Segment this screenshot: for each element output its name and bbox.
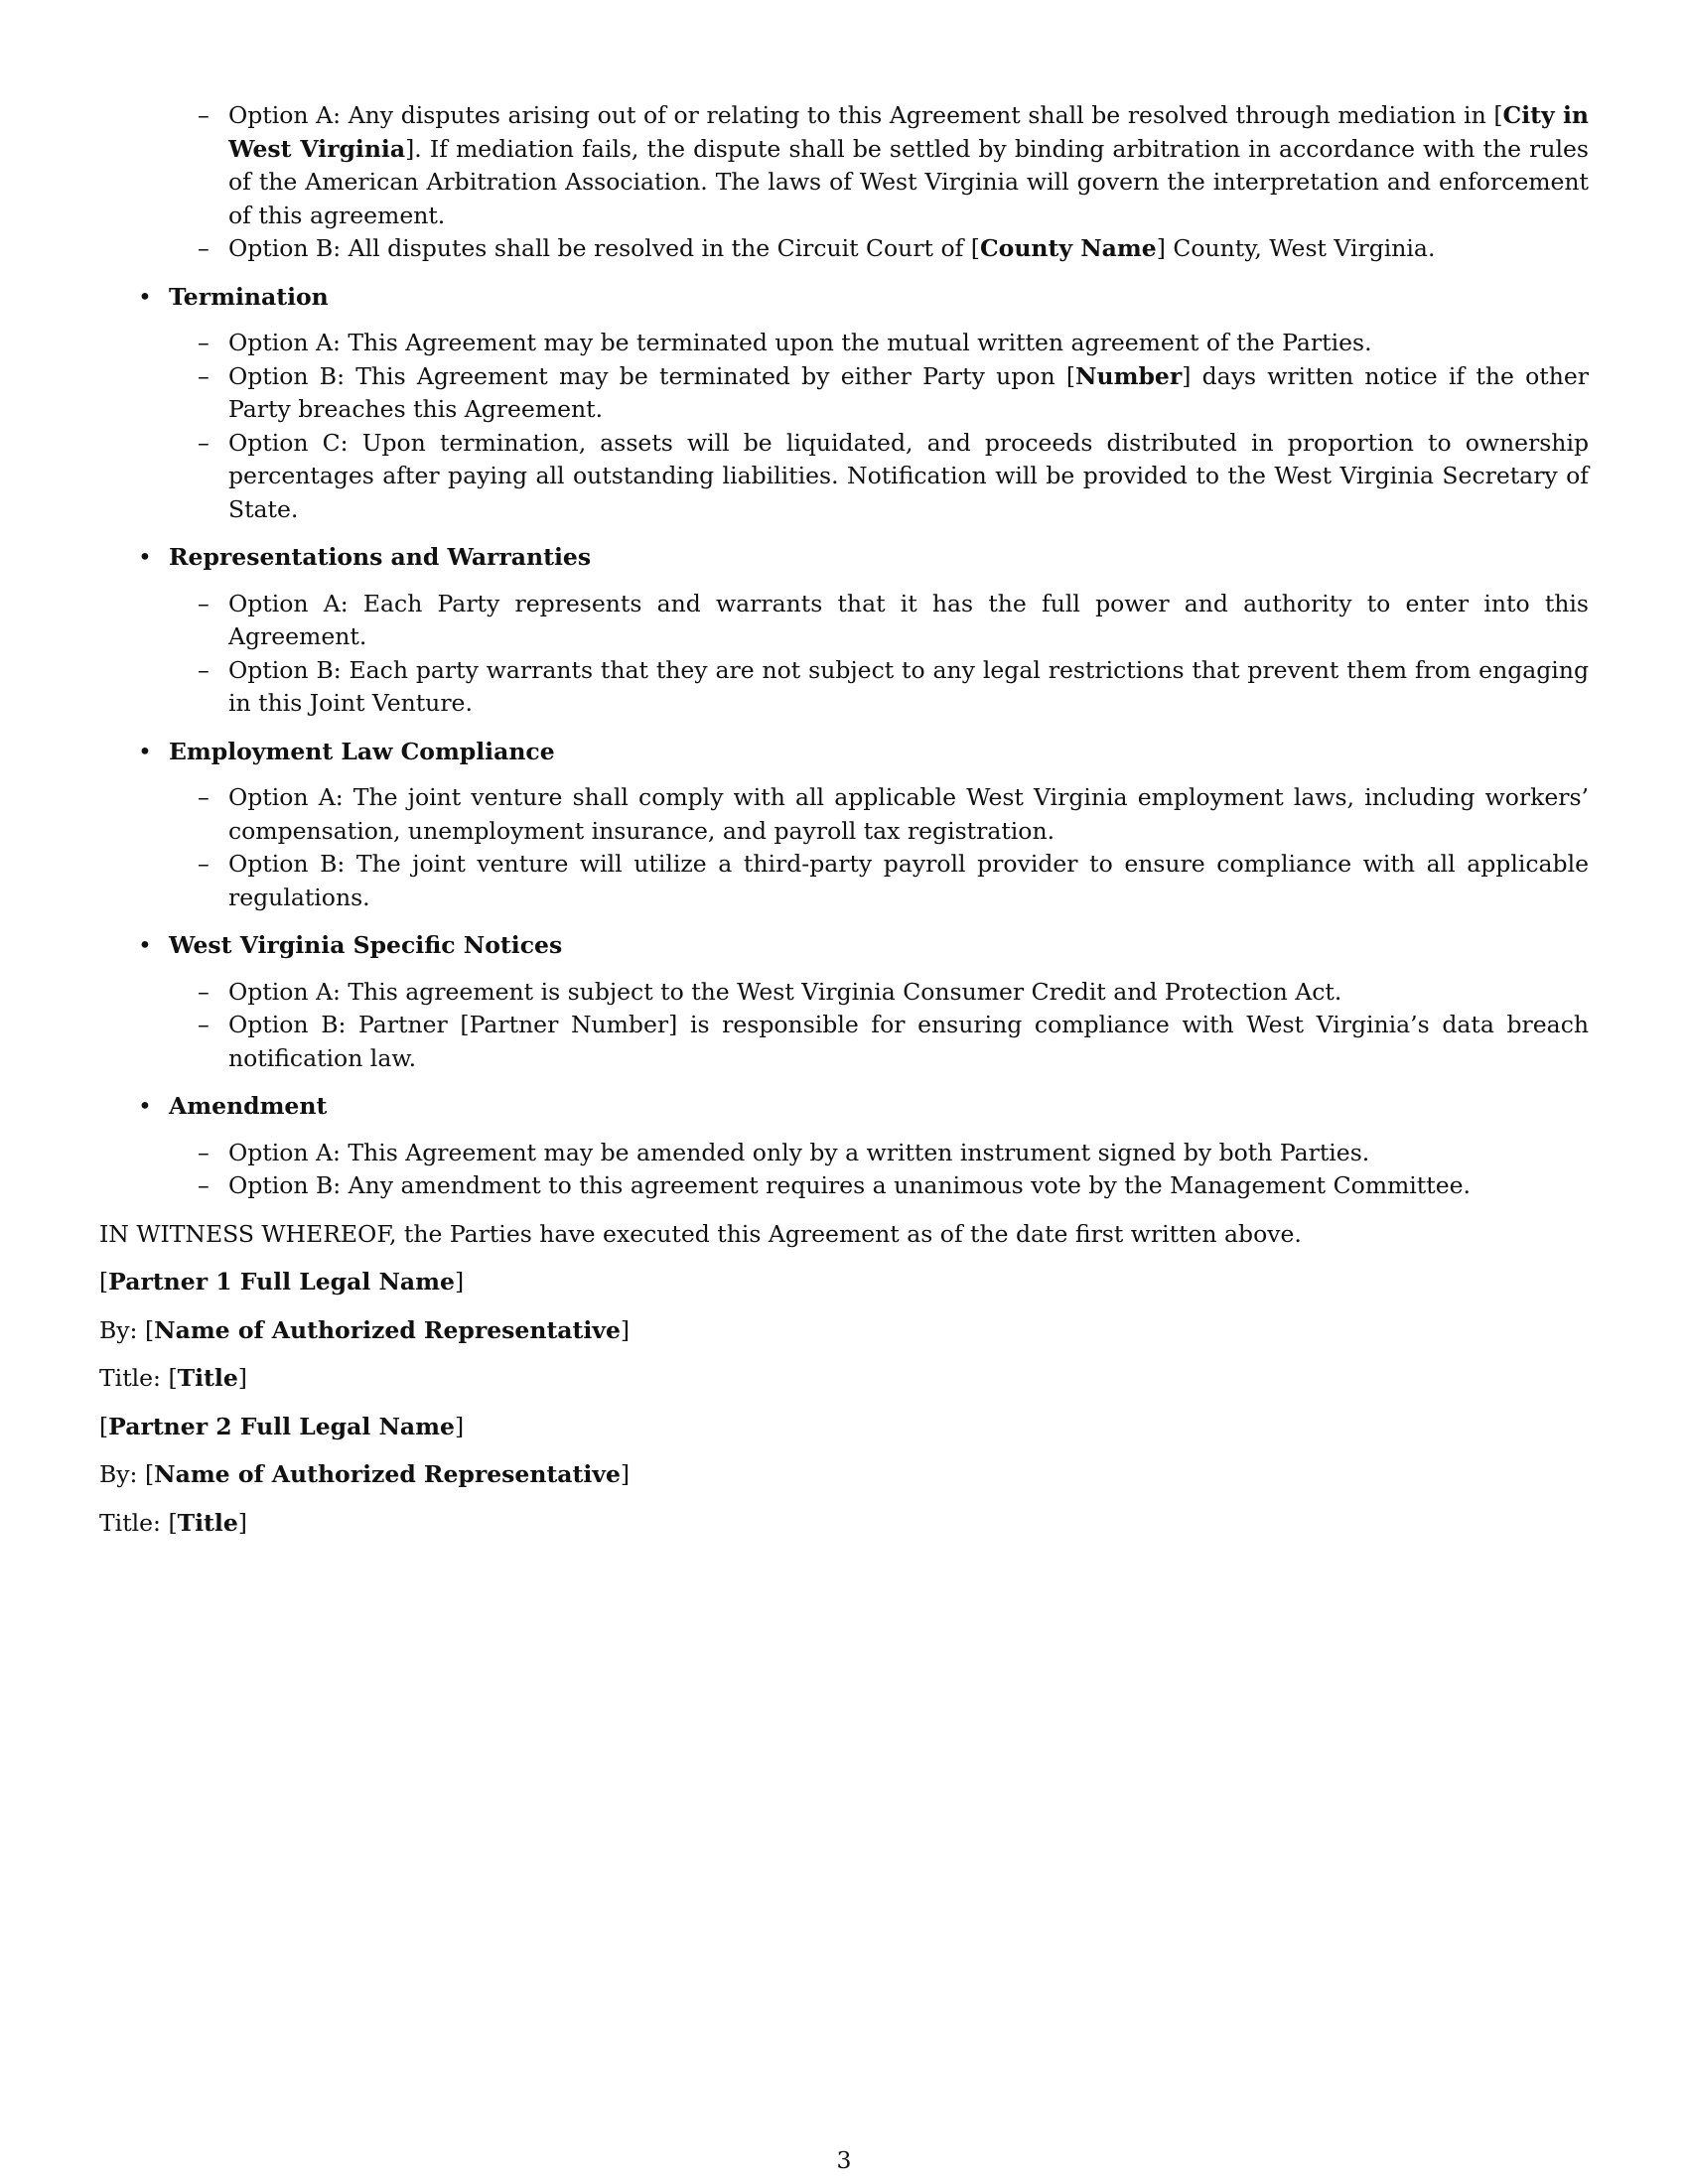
- dash-bullet: –: [198, 977, 210, 1006]
- representations-option-a: – Option A: Each Party represents and warrants that it has the full power and authority to enter into this Agreement.: [198, 589, 1589, 650]
- dash-bullet: –: [198, 329, 210, 356]
- termination-option-a: – Option A: This Agreement may be terminated upon the mutual written agreement of the Parties.: [99, 327, 1589, 360]
- section-heading-representations: • Representations and Warranties: [99, 541, 1589, 575]
- bullet-dot: •: [138, 282, 152, 311]
- notices-option-a: – Option A: This agreement is subject to the West Virginia Consumer Credit and Protection Act.: [99, 976, 1589, 1010]
- partner-2-name-line: [Partner 2 Full Legal Name]: [99, 1412, 465, 1440]
- section-heading-employment: • Employment Law Compliance: [99, 736, 1589, 769]
- partner-2-by-line: By: [Name of Authorized Representative]: [99, 1460, 631, 1488]
- partner-2-title-line: Title: [Title]: [99, 1508, 247, 1537]
- dispute-option-b: – Option B: All disputes shall be resolved in the Circuit Court of [County Name] County, West Virginia.: [99, 232, 1589, 266]
- representations-option-b: – Option B: Each party warrants that they are not subject to any legal restrictions that prevent them from engaging in this Joint Venture.: [198, 655, 1589, 717]
- partner-1-name-line: [Partner 1 Full Legal Name]: [99, 1268, 465, 1296]
- section-heading-notices: • West Virginia Specific Notices: [99, 929, 1589, 963]
- notices-option-b: – Option B: Partner [Partner Number] is responsible for ensuring compliance with West Virginia’s data breach notification law.: [198, 1011, 1589, 1072]
- document-page: [99, 99, 1589, 1540]
- bullet-dot: •: [138, 737, 152, 765]
- dash-bullet: –: [198, 1138, 210, 1166]
- amendment-option-a: – Option A: This Agreement may be amended only by a written instrument signed by both Parties.: [99, 1137, 1589, 1170]
- bullet-dot: •: [138, 931, 152, 959]
- section-heading-amendment: • Amendment: [99, 1090, 1589, 1124]
- termination-option-c: – Option C: Upon termination, assets will be liquidated, and proceeds distributed in proportion to ownership percentages after paying all outstanding liabilities. Notification will be provided to the West Virginia Secretary of State.: [198, 428, 1589, 523]
- dash-bullet: –: [198, 234, 210, 262]
- termination-option-b: – Option B: This Agreement may be terminated by either Party upon [Number] days written notice if the other Party breaches this Agreement.: [198, 361, 1589, 423]
- dash-bullet: –: [198, 1011, 210, 1038]
- dash-bullet: –: [198, 361, 210, 390]
- amendment-option-b: – Option B: Any amendment to this agreement requires a unanimous vote by the Management Committee.: [99, 1169, 1589, 1203]
- page-number: 3: [836, 2146, 852, 2174]
- dispute-option-a: – Option A: Any disputes arising out of or relating to this Agreement shall be resolved through mediation in [City in West Virginia]. If mediation fails, the dispute shall be settled by binding arbitration in accordance with the rules of the American Arbitration Association. The laws of West Virginia will govern the interpretation and enforcement of this agreement.: [198, 101, 1589, 229]
- dash-bullet: –: [198, 850, 210, 878]
- dash-bullet: –: [198, 783, 210, 811]
- employment-option-b: – Option B: The joint venture will utilize a third-party payroll provider to ensure compliance with all applicable regulations.: [198, 850, 1589, 911]
- section-heading-termination: • Termination: [99, 281, 1589, 315]
- dash-bullet: –: [198, 655, 210, 684]
- dash-bullet: –: [198, 589, 210, 617]
- bullet-dot: •: [138, 543, 152, 571]
- partner-1-title-line: Title: [Title]: [99, 1364, 247, 1392]
- witness-clause: IN WITNESS WHEREOF, the Parties have executed this Agreement as of the date first written above.: [99, 1219, 1302, 1248]
- dash-bullet: –: [198, 101, 210, 129]
- employment-option-a: – Option A: The joint venture shall comply with all applicable West Virginia employment laws, including workers’ compensation, unemployment insurance, and payroll tax registration.: [198, 783, 1589, 845]
- partner-1-by-line: By: [Name of Authorized Representative]: [99, 1315, 631, 1344]
- dash-bullet: –: [198, 428, 210, 457]
- bullet-dot: •: [138, 1092, 152, 1120]
- dash-bullet: –: [198, 1171, 210, 1199]
